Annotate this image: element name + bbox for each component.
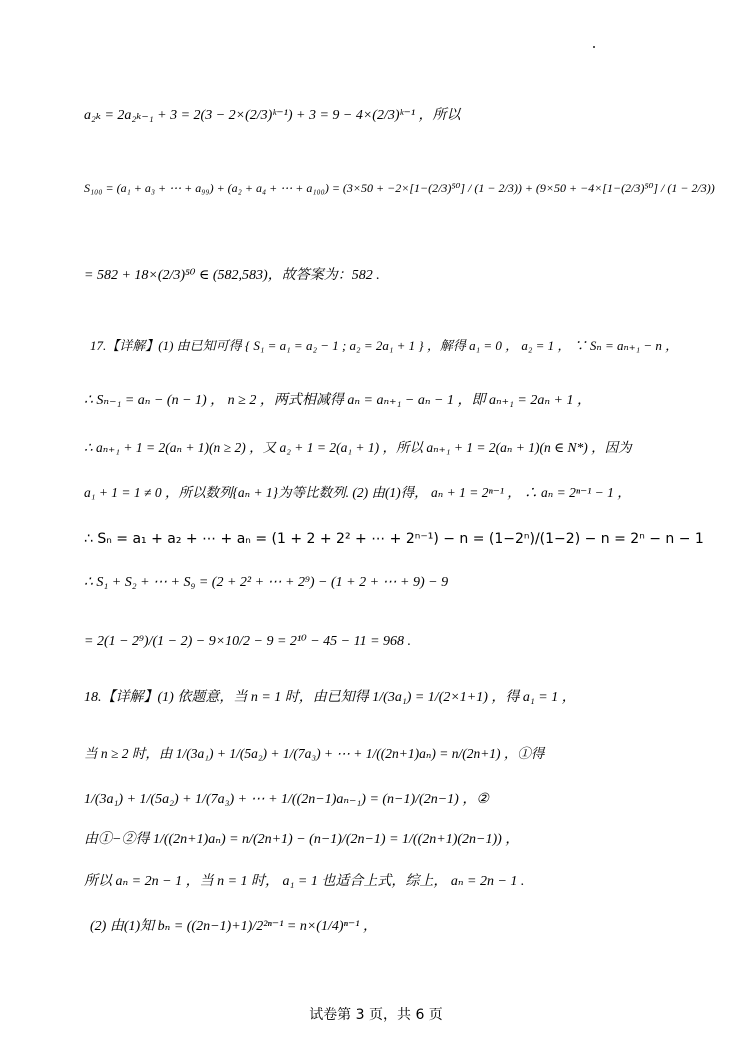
text-line-1: a₂ₖ = 2a₂ₖ₋₁ + 3 = 2(3 − 2×(2/3)ᵏ⁻¹) + 3 = 9 − 4×(2/3)ᵏ⁻¹ ，所以: [84, 108, 461, 123]
text-line-13: 1/(3a₁) + 1/(5a₂) + 1/(7a₃) + ⋯ + 1/((2n−1)aₙ₋₁) = (n−1)/(2n−1) ，②: [84, 792, 489, 807]
page-footer: 试卷第 3 页，共 6 页: [309, 1007, 443, 1023]
text-line-10: = 2(1 − 2⁹)/(1 − 2) − 9×10/2 − 9 = 2¹⁰ − 45 − 11 = 968 .: [84, 634, 412, 649]
text-line-11: 18.【详解】(1) 依题意，当 n = 1 时，由已知得 1/(3a₁) = 1/(2×1+1) ，得 a₁ = 1 ，: [84, 690, 576, 705]
text-line-5: ∴ Sₙ₋₁ = aₙ − (n − 1) ， n ≥ 2 ，两式相减得 aₙ = aₙ₊₁ − aₙ − 1 ，即 aₙ₊₁ = 2aₙ + 1 ，: [84, 393, 591, 408]
text-line-12: 当 n ≥ 2 时，由 1/(3a₁) + 1/(5a₂) + 1/(7a₃) + ⋯ + 1/((2n+1)aₙ) = n/(2n+1) ，①得: [84, 746, 545, 761]
text-line-6: ∴ aₙ₊₁ + 1 = 2(aₙ + 1)(n ≥ 2) ，又 a₂ + 1 = 2(a₁ + 1) ，所以 aₙ₊₁ + 1 = 2(aₙ + 1)(n ∈ N*) ，因为: [84, 440, 632, 455]
text-line-4: 17.【详解】(1) 由已知可得 { S₁ = a₁ = a₂ − 1 ; a₂ = 2a₁ + 1 } ，解得 a₁ = 0 ， a₂ = 1 ， ∵ Sₙ = aₙ₊₁ − n ，: [90, 338, 679, 353]
text-line-2: S₁₀₀ = (a₁ + a₃ + ⋯ + a₉₉) + (a₂ + a₄ + ⋯ + a₁₀₀) = (3×50 + −2×[1−(2/3)⁵⁰] / (1 − 2/3)) + (9×50 + −4×[1−(2/3)⁵⁰] / (1 − 2/3)): [84, 181, 715, 195]
text-line-9: ∴ S₁ + S₂ + ⋯ + S₉ = (2 + 2² + ⋯ + 2⁹) − (1 + 2 + ⋯ + 9) − 9: [84, 575, 449, 590]
text-line-8: ∴ Sₙ = a₁ + a₂ + ⋯ + aₙ = (1 + 2 + 2² + ⋯ + 2ⁿ⁻¹) − n = (1−2ⁿ)/(1−2) − n = 2ⁿ − n − 1: [84, 531, 704, 547]
text-line-7: a₁ + 1 = 1 ≠ 0 ，所以数列{aₙ + 1}为等比数列. (2) 由(1)得， aₙ + 1 = 2ⁿ⁻¹ ， ∴ aₙ = 2ⁿ⁻¹ − 1 ，: [84, 485, 631, 500]
text-line-16: (2) 由(1)知 bₙ = ((2n−1)+1)/2²ⁿ⁻¹ = n×(1/4)ⁿ⁻¹ ，: [90, 919, 377, 934]
text-line-15: 所以 aₙ = 2n − 1 ，当 n = 1 时， a₁ = 1 也适合上式，综上， aₙ = 2n − 1 .: [84, 874, 525, 889]
scan-mark: [593, 46, 595, 48]
text-line-14: 由①−②得 1/((2n+1)aₙ) = n/(2n+1) − (n−1)/(2n−1) = 1/((2n+1)(2n−1)) ，: [84, 832, 520, 847]
text-line-3: = 582 + 18×(2/3)⁵⁰ ∈ (582,583)，故答案为：582 .: [84, 268, 380, 283]
